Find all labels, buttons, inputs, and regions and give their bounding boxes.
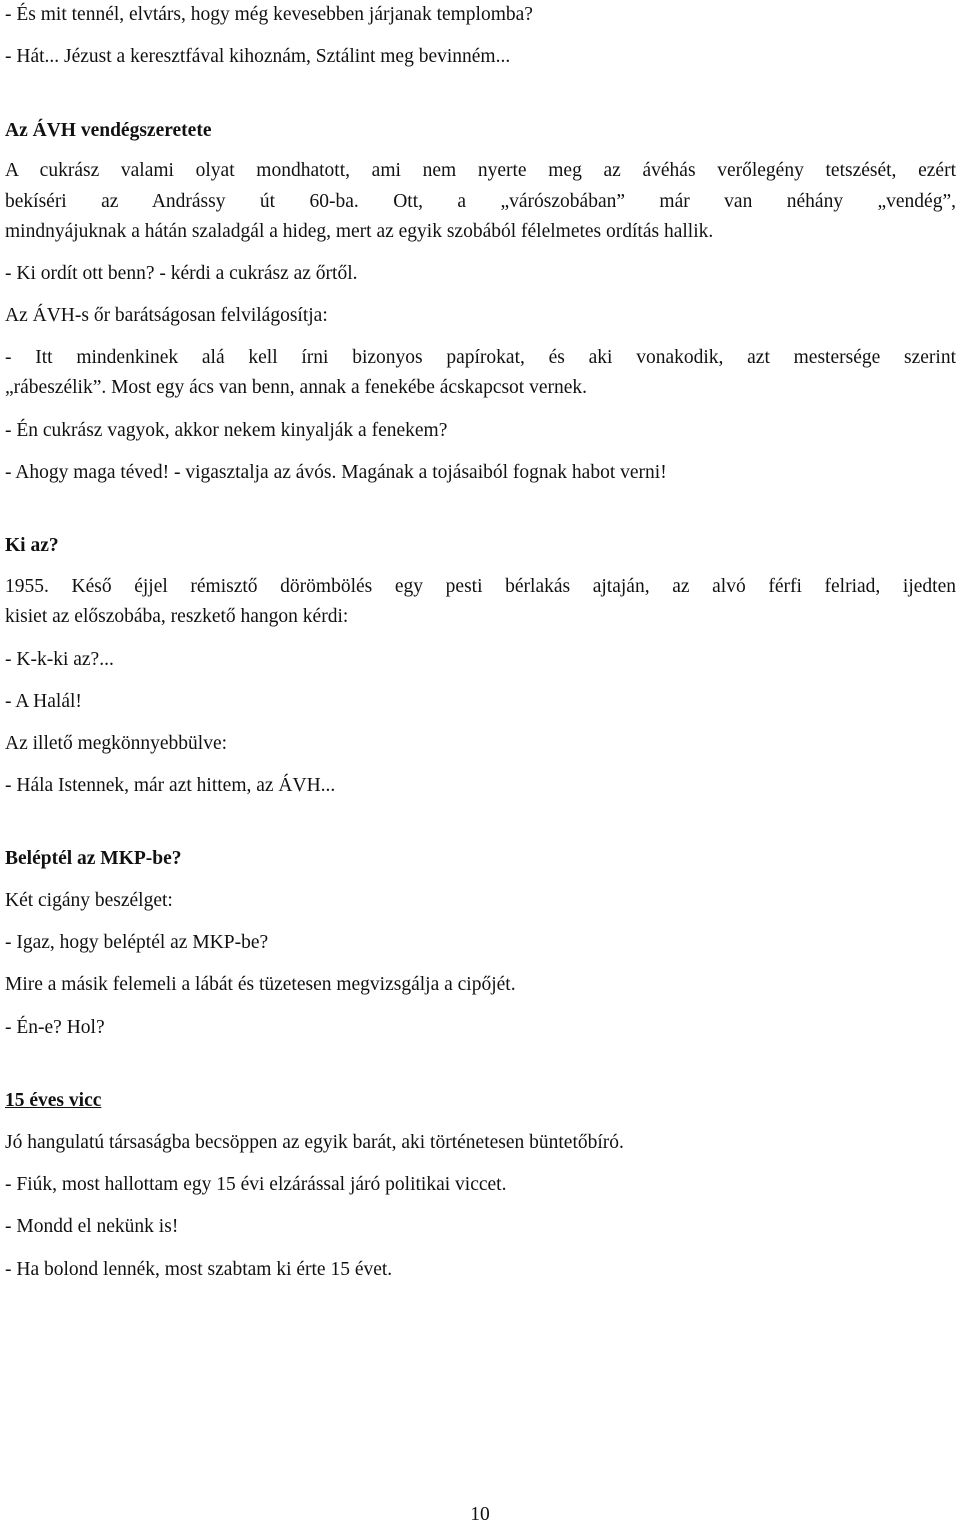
text-line: - Igaz, hogy beléptél az MKP-be? [5, 932, 269, 953]
text-line: - Ha bolond lennék, most szabtam ki érte 15 évet. [5, 1259, 393, 1280]
section-heading: Beléptél az MKP-be? [5, 848, 182, 869]
text-line: kisiet az előszobába, reszkető hangon kérdi: [5, 606, 349, 627]
text-line: mindnyájuknak a hátán szaladgál a hideg, mert az egyik szobából félelmetes ordítás hallik. [5, 221, 714, 242]
text-line: - Én-e? Hol? [5, 1017, 105, 1038]
text-line: Mire a másik felemeli a lábát és tüzetesen megvizsgálja a cipőjét. [5, 974, 516, 995]
text-line: bekíséri az Andrássy út 60-ba. Ott, a „várószobában” már van néhány „vendég”, [5, 191, 956, 212]
text-line: A cukrász valami olyat mondhatott, ami nem nyerte meg az ávéhás verőlegény tetszését, ezért [5, 160, 956, 181]
page-number: 10 [470, 1504, 490, 1525]
text-line: Az ÁVH-s őr barátságosan felvilágosítja: [5, 305, 328, 326]
section-heading: Az ÁVH vendégszeretete [5, 120, 212, 141]
text-line: - Hála Istennek, már azt hittem, az ÁVH... [5, 775, 336, 796]
text-line: - K-k-ki az?... [5, 649, 114, 670]
text-line: - És mit tennél, elvtárs, hogy még kevesebben járjanak templomba? [5, 4, 533, 25]
text-line: Az illető megkönnyebbülve: [5, 733, 228, 754]
text-line: - Ki ordít ott benn? - kérdi a cukrász az őrtől. [5, 263, 358, 284]
section-heading: Ki az? [5, 535, 59, 556]
text-line: - Én cukrász vagyok, akkor nekem kinyalják a fenekem? [5, 420, 448, 441]
text-line: „rábeszélik”. Most egy ács van benn, annak a fenekébe ácskapcsot vernek. [5, 377, 588, 398]
text-line: - Hát... Jézust a keresztfával kihoznám, Sztálint meg bevinném... [5, 46, 511, 67]
text-line: 1955. Késő éjjel rémisztő dörömbölés egy pesti bérlakás ajtaján, az alvó férfi felriad, ijedten [5, 576, 956, 597]
text-line: - Fiúk, most hallottam egy 15 évi elzárással járó politikai viccet. [5, 1174, 507, 1195]
text-line: - Itt mindenkinek alá kell írni bizonyos papírokat, és aki vonakodik, azt mestersége szerint [5, 347, 956, 368]
text-line: Két cigány beszélget: [5, 890, 173, 911]
text-line: - Mondd el nekünk is! [5, 1216, 179, 1237]
section-heading: 15 éves vicc [5, 1090, 102, 1111]
text-line: - Ahogy maga téved! - vigasztalja az ávós. Magának a tojásaiból fognak habot verni! [5, 462, 667, 483]
text-line: Jó hangulatú társaságba becsöppen az egyik barát, aki történetesen büntetőbíró. [5, 1132, 624, 1153]
text-line: - A Halál! [5, 691, 82, 712]
